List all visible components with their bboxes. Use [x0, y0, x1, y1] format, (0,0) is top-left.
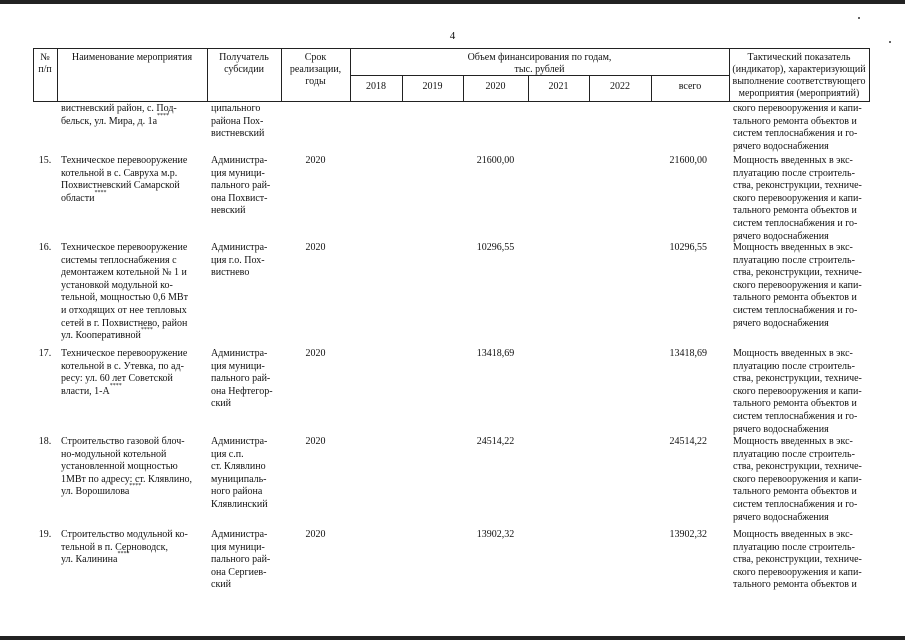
header-indicator: Тактический показатель (индикатор), характеризующий выполнение соответствующего мероприятия (мероприятий) [732, 52, 866, 99]
header-year-2020: 2020 [485, 81, 506, 92]
row-term: 2020 [305, 436, 326, 447]
row-indicator: Мощность введенных в экс- плуатацию после строитель- ства, реконструкции, техниче- ского перевооружения и капи- тального ремонта объектов и систем теплоснабжения и го- рячего водоснабжения [733, 242, 862, 329]
row-num: 15. [38, 155, 52, 166]
row-indicator: Мощность введенных в экс- плуатацию после строитель- ства, реконструкции, техниче- ского перевооружения и капи- тального ремонта объектов и систем теплоснабжения и го- рячего водоснабжения [733, 155, 862, 242]
header-num: № п/п [38, 52, 52, 75]
row-term: 2020 [305, 242, 326, 253]
row-num: 16. [38, 242, 52, 253]
row-term: 2020 [305, 155, 326, 166]
row-indicator: Мощность введенных в экс- плуатацию после строитель- ства, реконструкции, техниче- ского перевооружения и капи- тального ремонта объектов и [733, 529, 862, 591]
row-y2020: 13418,69 [476, 348, 515, 359]
header-term: Срок реализации, годы [289, 52, 342, 87]
row-y2020: 21600,00 [476, 155, 515, 166]
header-bottom-line [33, 101, 869, 102]
row-name: Техническое перевооружение котельной в с. Утевка, по ад- ресу: ул. 60 лет Советской власти, 1-А**** [61, 348, 188, 397]
row-total: 13418,69 [669, 348, 707, 359]
header-total: всего [678, 81, 702, 92]
row-total: 13902,32 [669, 529, 707, 540]
scan-speck [858, 17, 860, 19]
row-indicator: Мощность введенных в экс- плуатацию после строитель- ства, реконструкции, техниче- ского перевооружения и капи- тального ремонта объектов и систем теплоснабжения и го- рячего водоснабжения [733, 436, 862, 523]
header-year-2021: 2021 [548, 81, 569, 92]
header-name: Наименование мероприятия [71, 52, 193, 63]
row-y2020: 10296,55 [476, 242, 515, 253]
header-year-2022: 2022 [610, 81, 630, 92]
row-recipient: Администра- ция г.о. Пох- вистнево [211, 242, 268, 279]
row-recipient: Администра- ция муници- пального рай- она Похвист- невский [211, 155, 271, 217]
bottom-border [0, 636, 905, 640]
row-num: 18. [38, 436, 52, 447]
header-year-2018: 2018 [366, 81, 386, 92]
row-total: 24514,22 [669, 436, 707, 447]
continuation-name: вистневский район, с. Под- бельск, ул. Мира, д. 1а**** [61, 103, 177, 127]
page-number: 4 [449, 30, 456, 42]
continuation-recipient: ципального района Пох- вистневский [211, 103, 265, 140]
row-total: 10296,55 [669, 242, 707, 253]
header-year-2019: 2019 [422, 81, 443, 92]
row-name: Техническое перевооружение котельной в с. Савруха м.р. Похвистневский Самарской области**** [61, 155, 188, 204]
header-recipient: Получатель субсидии [219, 52, 269, 75]
row-num: 19. [38, 529, 52, 540]
row-recipient: Администра- ция муници- пального рай- она Сергиев- ский [211, 529, 271, 591]
row-recipient: Администра- ция муници- пального рай- она Нефтегор- ский [211, 348, 273, 410]
row-recipient: Администра- ция с.п. ст. Клявлино муниципаль- ного района Клявлинский [211, 436, 268, 510]
header-top-line [33, 48, 869, 49]
row-name: Строительство модульной ко- тельной в п. Серноводск, ул. Калинина**** [61, 529, 188, 566]
row-num: 17. [38, 348, 52, 359]
row-name: Строительство газовой блоч- но-модульной котельной установленной мощностью 1МВт по адресу: ст. Клявлино, ул. Ворошилова**** [61, 436, 193, 498]
header-funding: Объем финансирования по годам, тыс. рублей [467, 52, 612, 75]
row-total: 21600,00 [669, 155, 707, 166]
row-indicator: Мощность введенных в экс- плуатацию после строитель- ства, реконструкции, техниче- ского перевооружения и капи- тального ремонта объектов и систем теплоснабжения и го- рячего водоснабжения [733, 348, 862, 435]
continuation-indicator: ского перевооружения и капи- тального ремонта объектов и систем теплоснабжения и го- рячего водоснабжения [733, 103, 862, 152]
row-y2020: 24514,22 [476, 436, 515, 447]
row-y2020: 13902,32 [476, 529, 515, 540]
row-term: 2020 [305, 529, 326, 540]
row-name: Техническое перевооружение системы теплоснабжения с демонтажем котельной № 1 и установкой модульной ко- тельной, мощностью 0,6 МВт и отходящих от нее тепловых сетей в г. Похвистнево, район ул. Кооперативной**** [61, 242, 188, 342]
row-term: 2020 [305, 348, 326, 359]
top-border [0, 0, 905, 4]
